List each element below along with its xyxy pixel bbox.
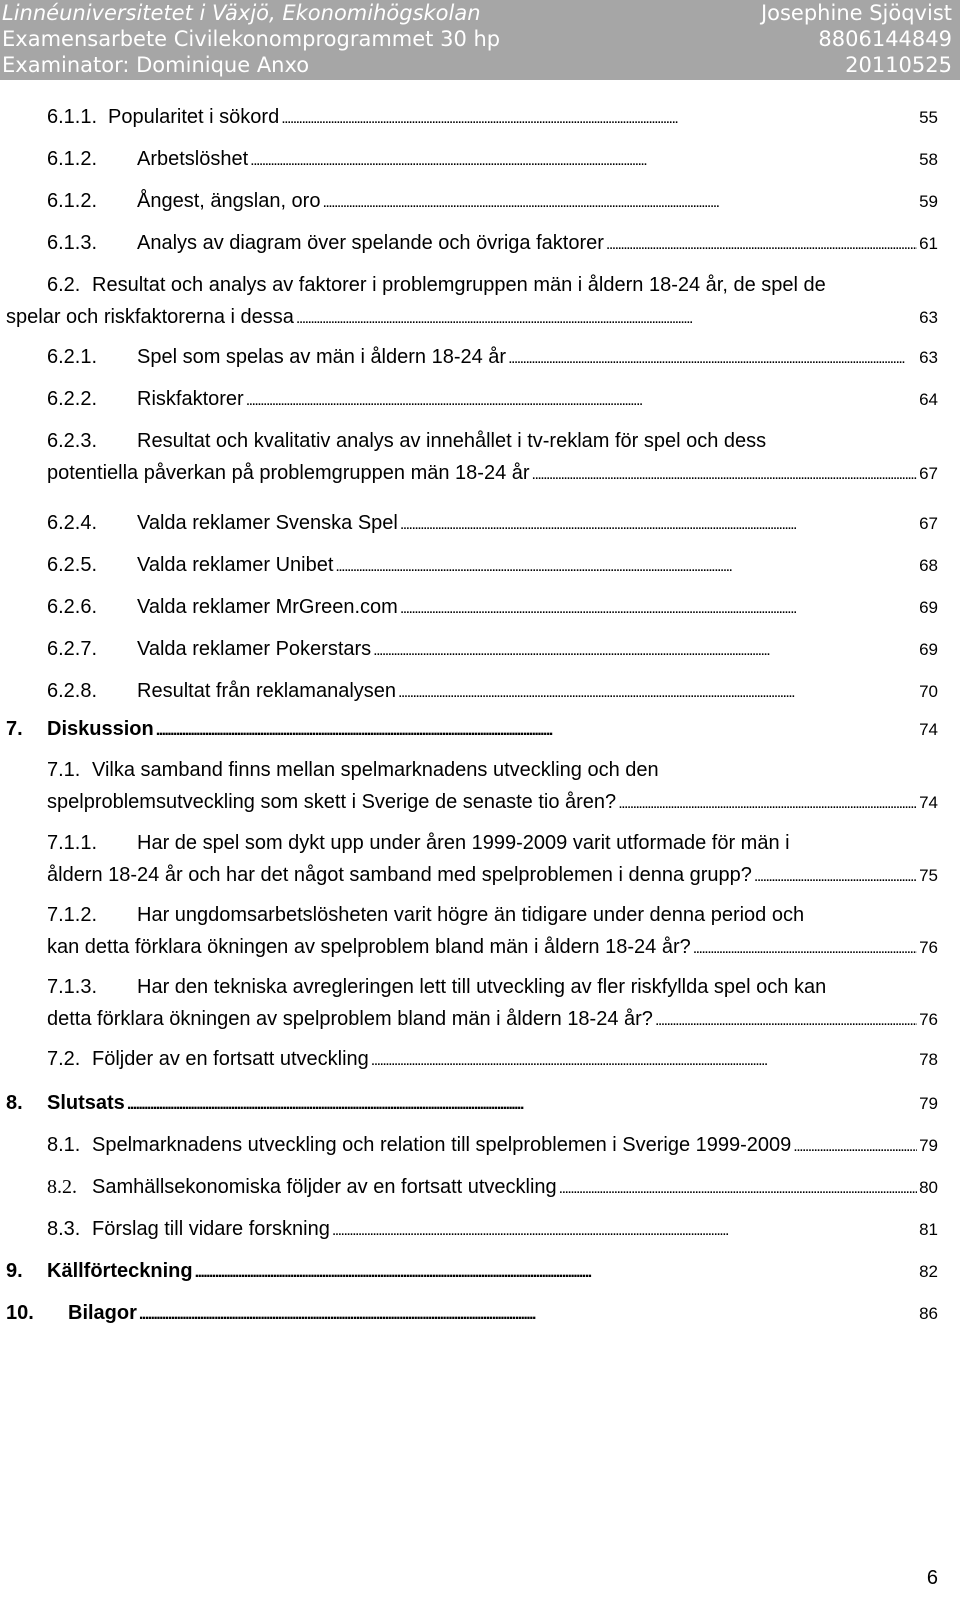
toc-entry-title: spelproblemsutveckling som skett i Sverige de senaste tio åren? — [47, 791, 617, 813]
toc-entry-line — [137, 230, 938, 256]
dot-leader — [793, 1132, 917, 1160]
examiner: Examinator: Dominique Anxo — [2, 53, 310, 77]
toc-page-number: 81 — [919, 1220, 938, 1239]
toc-page-number: 80 — [919, 1178, 938, 1197]
toc-page-number: 61 — [919, 234, 938, 253]
dot-leader — [281, 104, 917, 132]
dot-leader — [532, 460, 918, 488]
toc-entry-number: 7.1.3. — [47, 976, 98, 998]
dot-leader — [400, 510, 917, 538]
toc-page-number: 79 — [919, 1136, 938, 1155]
toc-entry-line — [47, 1258, 938, 1284]
toc-entry-line — [137, 830, 790, 856]
dot-leader — [139, 1300, 917, 1328]
toc-page-number: 79 — [919, 1094, 938, 1113]
toc-entry-number: 6.2.3. — [47, 430, 98, 452]
toc-page-number: 69 — [919, 640, 938, 659]
toc-entry-title: Ångest, ängslan, oro — [137, 190, 321, 212]
toc-entry-number: 7.1. — [47, 759, 81, 781]
toc-page-number: 63 — [919, 308, 938, 327]
toc-entry-title: Har den tekniska avregleringen lett till utveckling av fler riskfyllda spel och kan — [137, 976, 827, 998]
header-line-2 — [0, 26, 960, 52]
toc-entry-line — [137, 146, 938, 172]
toc-entry-line — [68, 1300, 938, 1326]
toc-entry-title: Har ungdomsarbetslösheten varit högre än tidigare under denna period och — [137, 904, 805, 926]
toc-entry-number: 7.1.2. — [47, 904, 98, 926]
toc-entry-title: Resultat och analys av faktorer i problemgruppen män i åldern 18-24 år, de spel de — [92, 274, 826, 296]
toc-entry-number: 7.1.1. — [47, 832, 98, 854]
dot-leader — [559, 1174, 917, 1202]
toc-entry-title: detta förklara ökningen av spelproblem bland män i åldern 18-24 år? — [47, 1008, 653, 1030]
dot-leader — [398, 678, 917, 706]
toc-entry-title: Popularitet i sökord — [108, 106, 280, 128]
toc-entry-title: Arbetslöshet — [137, 148, 249, 170]
toc-entry-title: Resultat och kvalitativ analys av innehållet i tv-reklam för spel och dess — [137, 430, 767, 452]
toc-entry-number: 8.3. — [47, 1218, 81, 1240]
toc-entry-number: 8. — [6, 1092, 23, 1114]
toc-entry-line — [47, 789, 938, 815]
toc-entry-title: åldern 18-24 år och har det något samband med spelproblemen i denna grupp? — [47, 864, 752, 886]
toc-entry-number: 6.1.2. — [47, 148, 98, 170]
toc-entry-line — [92, 1046, 938, 1072]
toc-page-number: 55 — [919, 108, 938, 127]
toc-entry-line — [92, 1132, 938, 1158]
dot-leader — [322, 188, 917, 216]
toc-entry-number: 10. — [6, 1302, 34, 1324]
toc-entry-title: Förslag till vidare forskning — [92, 1218, 330, 1240]
thesis-program: Examensarbete Civilekonomprogrammet 30 hp — [2, 27, 501, 51]
toc-page-number: 59 — [919, 192, 938, 211]
dot-leader — [246, 386, 917, 414]
toc-entry-title: Spel som spelas av män i åldern 18-24 år — [137, 346, 507, 368]
toc-entry-line — [137, 188, 938, 214]
toc-entry-line — [137, 344, 938, 370]
dot-leader — [127, 1090, 917, 1118]
toc-entry-line — [137, 974, 826, 1000]
page-header — [0, 0, 960, 80]
toc-entry-title: potentiella påverkan på problemgruppen män 18-24 år — [47, 462, 530, 484]
dot-leader — [508, 344, 917, 372]
dot-leader — [371, 1046, 917, 1074]
toc-entry-title: Riskfaktorer — [137, 388, 244, 410]
toc-page-number: 75 — [919, 866, 938, 885]
toc-entry-number: 7. — [6, 718, 23, 740]
toc-entry-line — [47, 934, 938, 960]
toc-page-number: 86 — [919, 1304, 938, 1323]
dot-leader — [618, 789, 917, 817]
toc-entry-line — [137, 386, 938, 412]
toc-entry-title: Valda reklamer Pokerstars — [137, 638, 372, 660]
toc-page-number: 82 — [919, 1262, 938, 1281]
toc-entry-number: 6.1.2. — [47, 190, 98, 212]
toc-entry-line — [47, 862, 938, 888]
toc-page-number: 68 — [919, 556, 938, 575]
toc-entry-line — [108, 104, 938, 130]
toc-entry-title: Bilagor — [68, 1302, 137, 1324]
dot-leader — [373, 636, 917, 664]
toc-page-number: 78 — [919, 1050, 938, 1069]
dot-leader — [400, 594, 917, 622]
toc-page-number: 63 — [919, 348, 938, 367]
toc-entry-title: Har de spel som dykt upp under åren 1999-2009 varit utformade för män i — [137, 832, 790, 854]
toc-entry-number: 6.2.5. — [47, 554, 98, 576]
toc-page-number: 67 — [919, 514, 938, 533]
toc-entry-title: Vilka samband finns mellan spelmarknadens utveckling och den — [92, 759, 659, 781]
toc-page-number: 74 — [919, 720, 938, 739]
toc-entry-number: 6.2.2. — [47, 388, 98, 410]
dot-leader — [250, 146, 917, 174]
toc-entry-title: Samhällsekonomiska följder av en fortsatt utveckling — [92, 1176, 557, 1198]
toc-entry-line — [92, 1216, 938, 1242]
dot-leader — [655, 1006, 917, 1034]
toc-page-number: 64 — [919, 390, 938, 409]
toc-entry-line — [47, 1090, 938, 1116]
toc-entry-number: 6.1.3. — [47, 232, 98, 254]
toc-entry-line — [137, 636, 938, 662]
toc-entry-line — [47, 1006, 938, 1032]
toc-entry-line — [6, 304, 938, 330]
dot-leader — [335, 552, 917, 580]
toc-entry-title: Valda reklamer MrGreen.com — [137, 596, 398, 618]
author-id: 8806144849 — [818, 27, 952, 51]
toc-entry-number: 9. — [6, 1260, 23, 1282]
toc-entry-number: 8.2. — [47, 1176, 77, 1198]
toc-entry-number: 8.1. — [47, 1134, 81, 1156]
toc-entry-line — [137, 902, 804, 928]
toc-page-number: 67 — [919, 464, 938, 483]
toc-page-number: 76 — [919, 938, 938, 957]
toc-entry-line — [47, 460, 938, 486]
toc-entry-title: Följder av en fortsatt utveckling — [92, 1048, 369, 1070]
toc-entry-line — [47, 716, 938, 742]
toc-page-number: 74 — [919, 793, 938, 812]
toc-entry-number: 6.2.4. — [47, 512, 98, 534]
toc-entry-number: 6.1.1. — [47, 106, 98, 128]
university-name: Linnéuniversitetet i Växjö, Ekonomihögskolan — [2, 1, 481, 25]
toc-entry-title: Diskussion — [47, 718, 154, 740]
toc-entry-title: Valda reklamer Unibet — [137, 554, 334, 576]
toc-entry-title: Resultat från reklamanalysen — [137, 680, 397, 702]
toc-page-number: 76 — [919, 1010, 938, 1029]
dot-leader — [606, 230, 917, 258]
document-date: 20110525 — [845, 53, 952, 77]
toc-entry-line — [137, 510, 938, 536]
dot-leader — [693, 934, 917, 962]
toc-entry-title: Spelmarknadens utveckling och relation till spelproblemen i Sverige 1999-2009 — [92, 1134, 792, 1156]
toc-entry-title: spelar och riskfaktorerna i dessa — [6, 306, 294, 328]
author-name: Josephine Sjöqvist — [760, 1, 952, 25]
page-number: 6 — [926, 1567, 938, 1589]
toc-entry-line — [137, 428, 766, 454]
toc-entry-line — [92, 1174, 938, 1200]
toc-page-number: 58 — [919, 150, 938, 169]
toc-entry-title: kan detta förklara ökningen av spelproblem bland män i åldern 18-24 år? — [47, 936, 691, 958]
toc-entry-title: Valda reklamer Svenska Spel — [137, 512, 398, 534]
toc-entry-number: 6.2. — [47, 274, 81, 296]
toc-entry-title: Analys av diagram över spelande och övriga faktorer — [137, 232, 604, 254]
dot-leader — [195, 1258, 918, 1286]
toc-page-number: 70 — [919, 682, 938, 701]
toc-entry-title: Källförteckning — [47, 1260, 193, 1282]
dot-leader — [754, 862, 917, 890]
toc-entry-line — [137, 594, 938, 620]
dot-leader — [296, 304, 917, 332]
toc-entry-line — [92, 757, 659, 783]
header-line-3 — [0, 52, 960, 78]
header-line-1 — [0, 0, 960, 26]
toc-entry-line — [137, 552, 938, 578]
toc-entry-line — [92, 272, 826, 298]
toc-entry-number: 6.2.8. — [47, 680, 98, 702]
dot-leader — [332, 1216, 917, 1244]
toc-entry-number: 6.2.6. — [47, 596, 98, 618]
toc-entry-number: 6.2.7. — [47, 638, 98, 660]
toc-entry-line — [137, 678, 938, 704]
toc-entry-number: 7.2. — [47, 1048, 81, 1070]
toc-entry-title: Slutsats — [47, 1092, 125, 1114]
toc-entry-number: 6.2.1. — [47, 346, 98, 368]
dot-leader — [156, 716, 917, 744]
toc-page-number: 69 — [919, 598, 938, 617]
